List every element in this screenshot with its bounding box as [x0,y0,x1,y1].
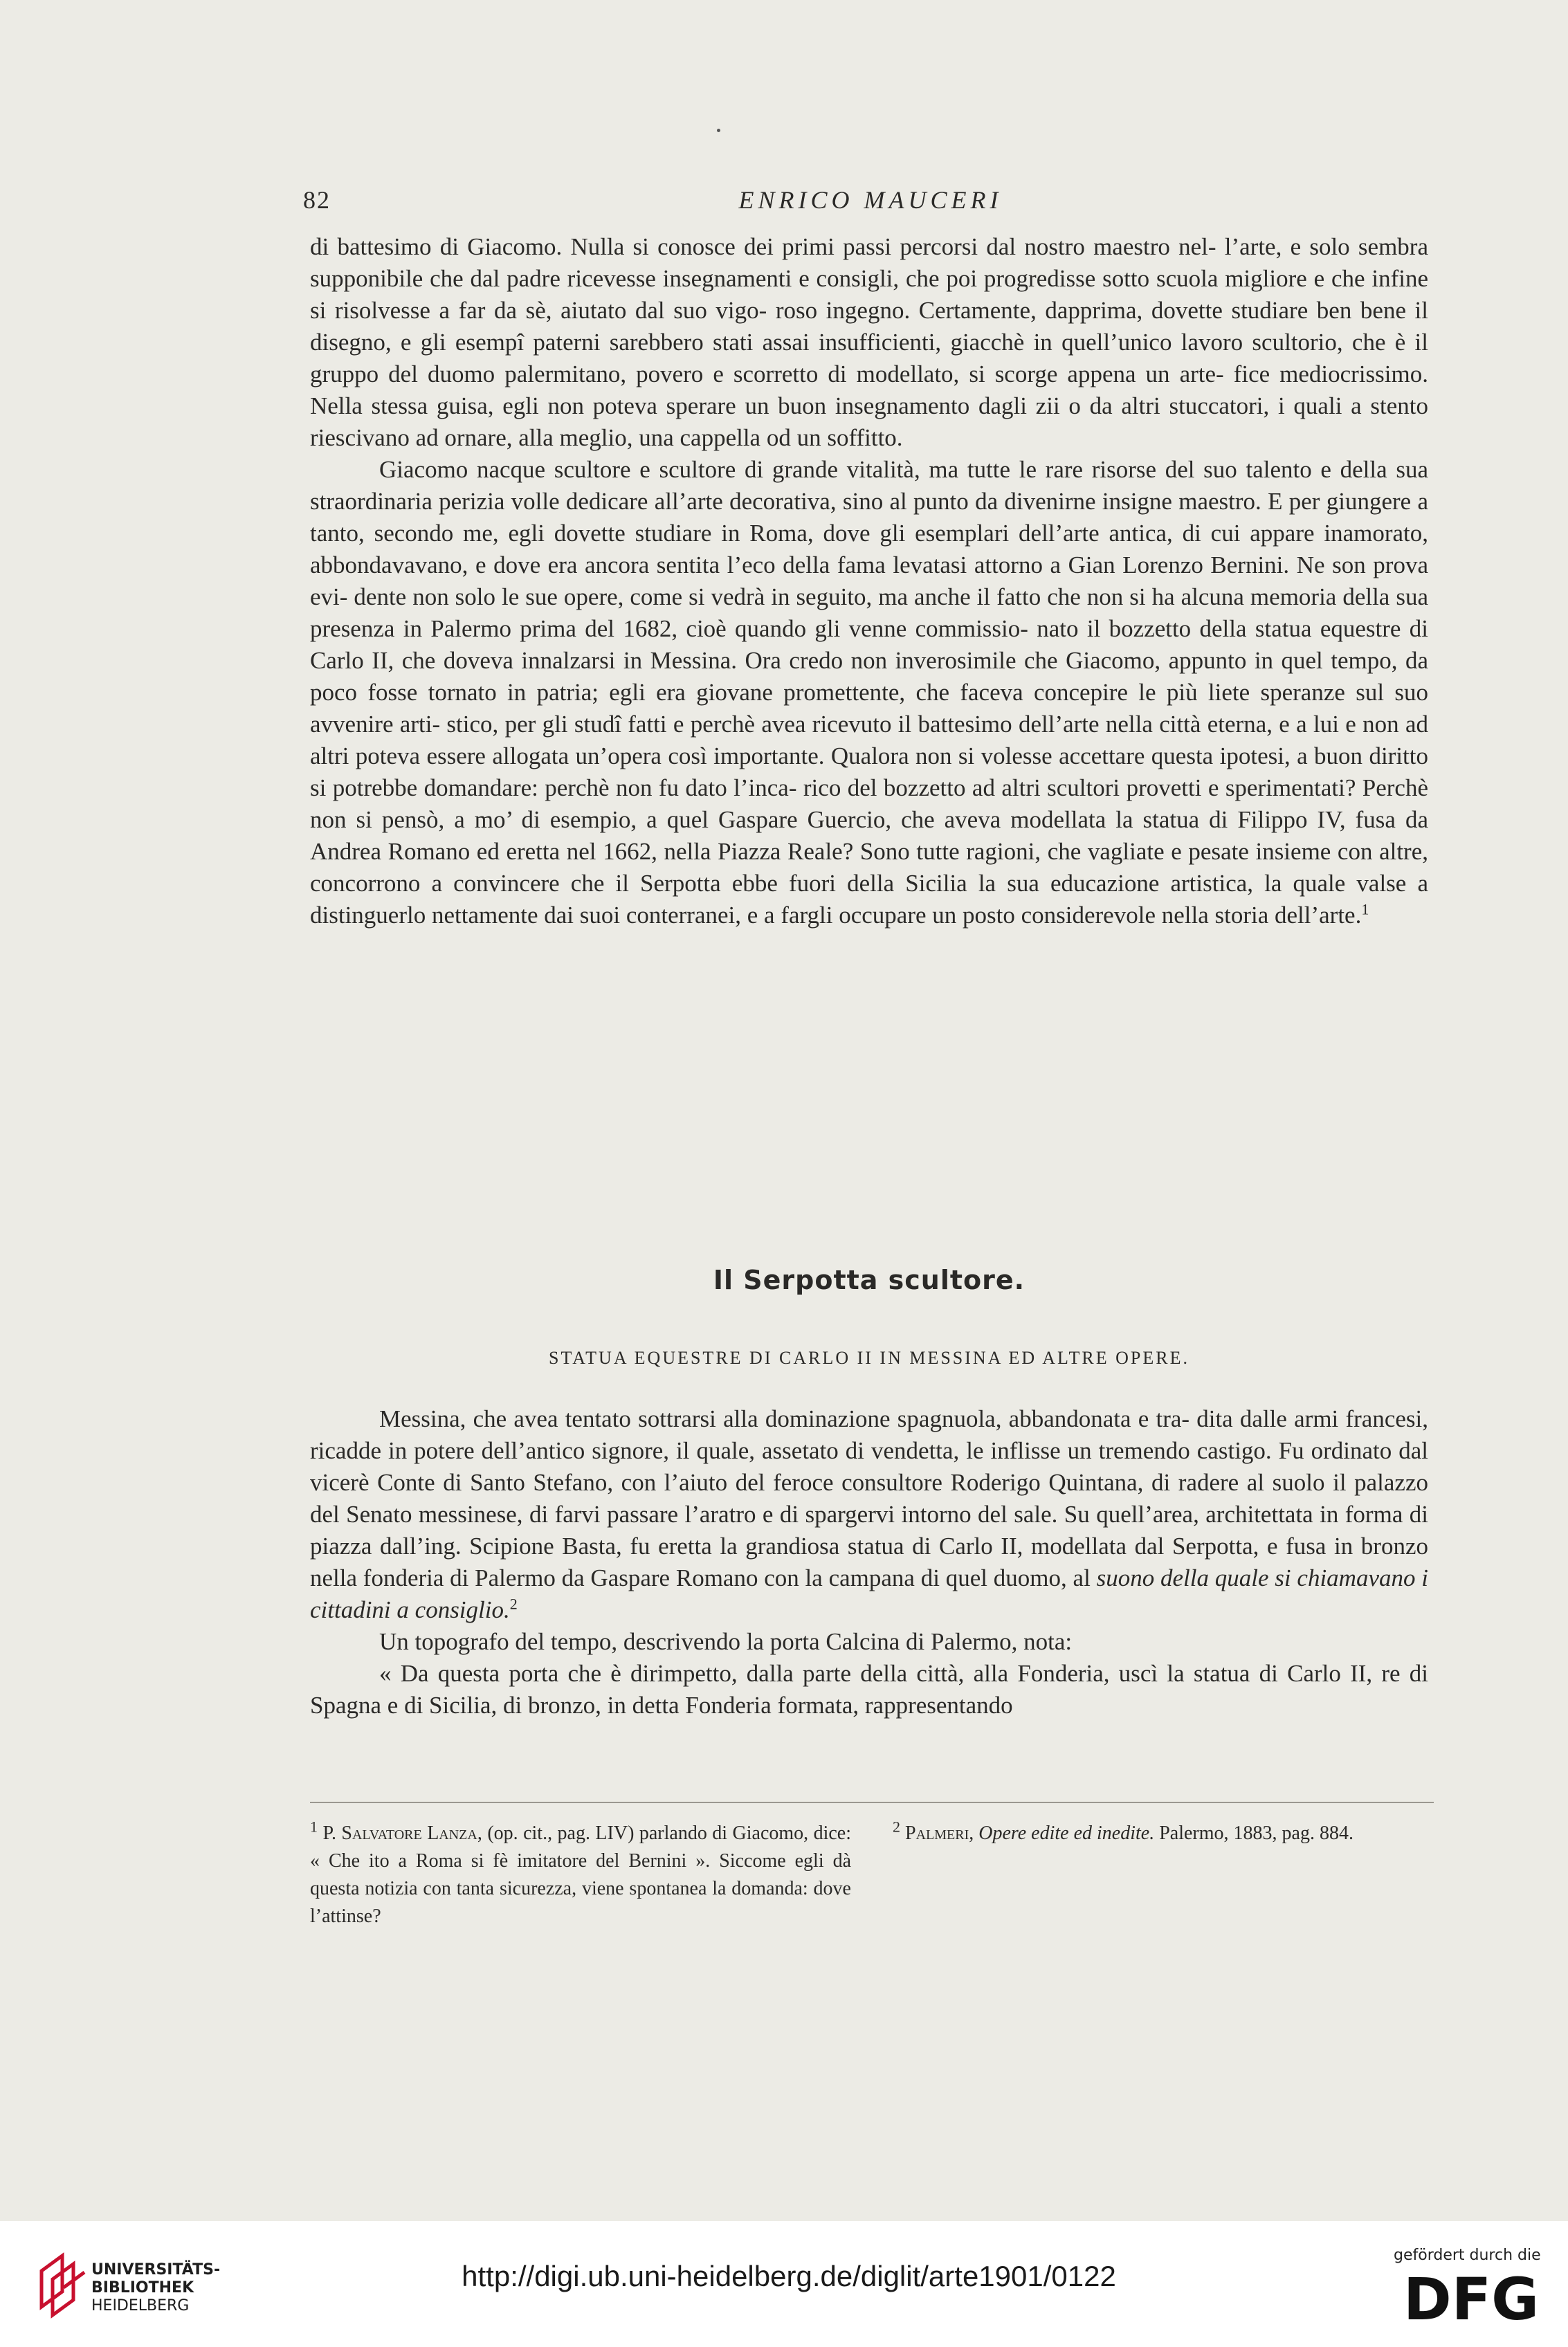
funded-by-label: gefördert durch die [1394,2247,1541,2264]
footnote-column-right [893,1820,1434,1847]
library-line-1: UNIVERSITÄTS- [91,2261,221,2278]
footnote-1 [310,1820,851,1930]
page-number: 82 [303,186,331,214]
section-title: Il Serpotta scultore. [713,1265,1025,1295]
footnote-1-text: , (op. cit., pag. LIV) parlando di Giacomo, dice: « Che ito a Roma si fè imitatore del Bernini ». Siccome egli dà questa notizia con tanta sicurezza, viene spontanea la domanda: dove l’attinse? [310,1823,852,1927]
footnote-rule [310,1802,1434,1803]
paragraph-2 [310,454,1428,931]
library-line-3: HEIDELBERG [91,2297,190,2314]
paragraph-2-text: Giacomo nacque scultore e scultore di grande vitalità, ma tutte le rare risorse del suo talento e della sua straordinaria perizia volle dedicare all’arte decorativa, sino al punto da divenirne insigne maestro. E per giungere a tanto, secondo me, egli dovette studiare in Roma, dove gli esemplari dell’arte antica, di cui appare inamorato, abbondavavano, e dove era ancora sentita l’eco della fama levatasi attorno a Gian Lorenzo Bernini. Ne son prova evi- dente non solo le sue opere, come si vedrà in seguito, ma anche il fatto che non si ha alcuna memoria della sua presenza in Palermo prima del 1682, cioè quando gli venne commissio- nato il bozzetto della statua equestre di Carlo II, che doveva innalzarsi in Messina. Ora credo non inverosimile che Giacomo, appunto in quel tempo, da poco fosse tornato in patria; egli era giovane promettente, che faceva concepire le più liete speranze sul suo avvenire arti- stico, per gli studî fatti e perchè avea ricevuto il battesimo dell’arte nella città eterna, e a lui e non ad altri poteva essere allogata un’opera così importante. Qualora non si volesse accettare questa ipotesi, a buon diritto si potrebbe domandare: perchè non fu dato l’inca- rico del bozzetto ad altri scultori provetti e sperimentati? Perchè non si pensò, a mo’ di esempio, a quel Gaspare Guercio, che aveva modellata la statua di Filippo IV, fusa da Andrea Romano ed eretta nel 1662, nella Piazza Reale? Sono tutte ragioni, che vagliate e pesate insieme con altre, concorrono a convincere che il Serpotta ebbe fuori della Sicilia la sua educazione artistica, la quale valse a distinguerlo nettamente dai suoi conterranei, e a fargli occupare un posto considerevole nella storia dell’arte. [310,456,1428,929]
footnote-2-title: Opere edite ed inedite. [978,1823,1155,1844]
section-text [310,1403,1428,1722]
library-line-2: BIBLIOTHEK [91,2279,194,2296]
footnote-ref-2[interactable]: 2 [509,1595,518,1613]
footnote-2: $^2$ Palmeri, Opere edite ed inedite. Palermo, 1883, pag. 884. [893,1818,1353,1844]
section-paragraph-3: « Da questa porta che è dirimpetto, dalla parte della città, alla Fonderia, uscì la statua di Carlo II, re di Spagna e di Sicilia, di bronzo, in detta Fonderia formata, rappresentando [310,1660,1428,1719]
permalink-url[interactable]: http://digi.ub.uni-heidelberg.de/diglit/arte1901/0122 [462,2260,1116,2292]
section-subtitle: STATUA EQUESTRE DI CARLO II IN MESSINA ED ALTRE OPERE. [549,1348,1189,1368]
footnote-2-mark: 2 [893,1818,900,1836]
main-text [310,231,1428,931]
section-paragraph-2: Un topografo del tempo, descrivendo la porta Calcina di Palermo, nota: [379,1628,1073,1655]
footnote-ref-1[interactable]: 1 [1361,900,1369,918]
running-title: ENRICO MAUCERI [738,186,1003,214]
footnote-2-author: Palmeri [905,1823,969,1844]
section-paragraph-1-text: Messina, che avea tentato sottrarsi alla dominazione spagnuola, abbandonata e tra- dita dalle armi francesi, ricadde in potere dell’antico signore, il quale, assetato di vendetta, le inflisse un tremendo castigo. Fu ordinato dal vicerè Conte di Santo Stefano, con l’aiuto del feroce consultore Roderigo Quintana, di radere al suolo il palazzo del Senato messinese, di farvi passare l’aratro e di spargervi intorno del sale. Su quell’area, architettata in forma di piazza dall’ing. Scipione Basta, fu eretta la grandiosa statua di Carlo II, modellata dal Serpotta, e fusa in bronzo nella fonderia di Palermo da Gaspare Romano con la campana di quel duomo, al [310,1405,1428,1591]
footnote-1-mark: 1 [310,1818,318,1836]
dfg-logo-icon[interactable] [1394,2272,1549,2325]
footnote-column-left [310,1820,851,1930]
dfg-logo-text: DFG [1403,2272,1540,2325]
speck [717,129,720,132]
section-paragraph-1-italic: suono della quale si chiamavano i cittadini a consiglio. [310,1564,1428,1623]
running-head [303,181,1438,220]
section-paragraph-1 [310,1403,1428,1626]
university-library-logo-icon[interactable] [35,2250,90,2319]
footnote-1-author: P. Salvatore Lanza [322,1823,477,1844]
paragraph-1: di battesimo di Giacomo. Nulla si conosce dei primi passi percorsi dal nostro maestro nel- l’arte, e solo sembra supponibile che dal padre ricevesse insegnamenti e consigli, che poi progredisse sotto scuola migliore e che infine si risolvesse a far da sè, aiutato dal suo vigo- roso ingegno. Certamente, dapprima, dovette studiare ben bene il disegno, e gli esempî paterni sarebbero stati assai insufficienti, giacchè in quell’unico lavoro scultorio, che è il gruppo del duomo palermitano, povero e scorretto di modellato, si scorge appena un arte- fice mediocrissimo. Nella stessa guisa, egli non poteva sperare un buon insegnamento dagli zii o da altri stuccatori, i quali a stento riescivano ad ornare, alla meglio, una cappella od un soffitto. [310,233,1428,451]
library-name[interactable] [91,2261,220,2315]
footnote-2-text: Palermo, 1883, pag. 884. [1154,1823,1353,1844]
